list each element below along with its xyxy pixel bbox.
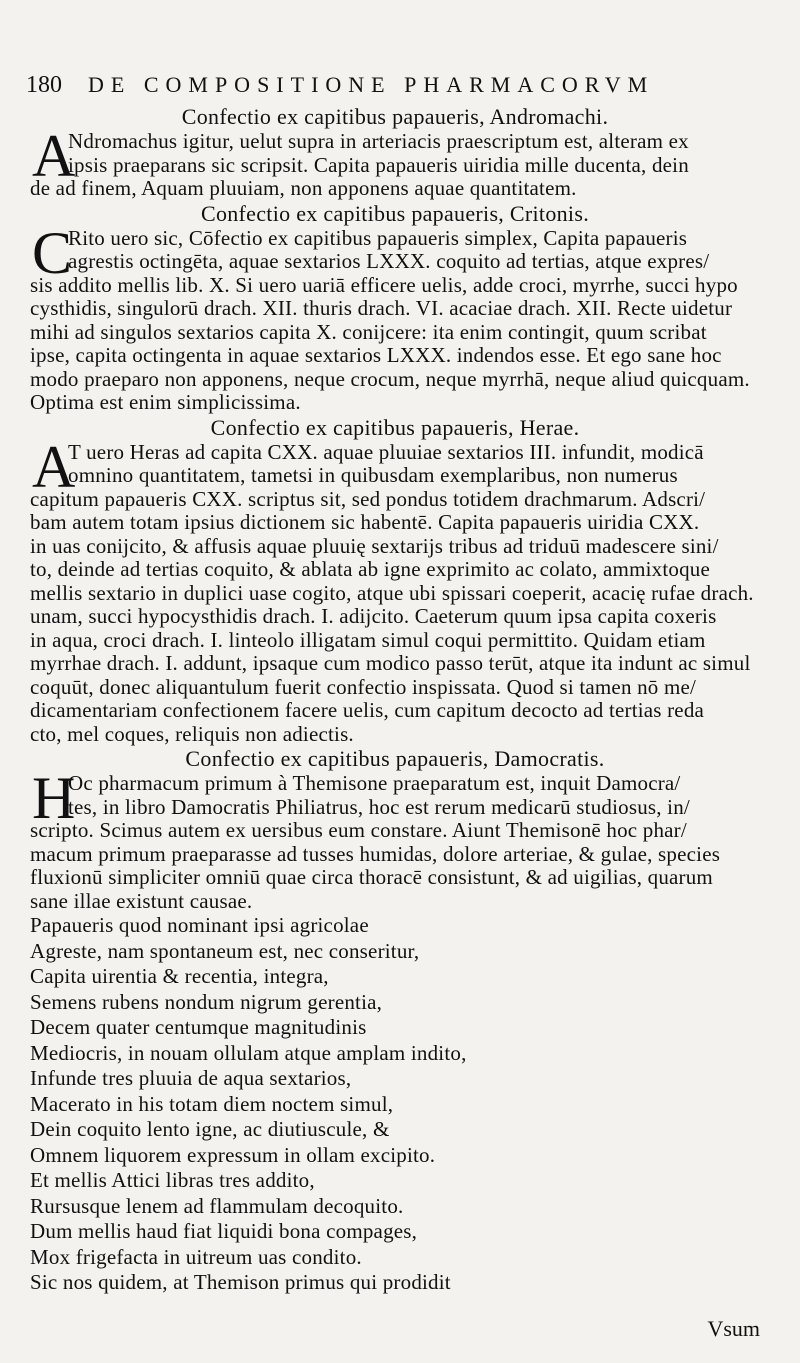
- verse-line: Omnem liquorem expressum in ollam excipito.: [30, 1142, 436, 1167]
- paragraph: [30, 219, 760, 415]
- verse-line: Macerato in his totam diem noctem simul,: [30, 1091, 394, 1116]
- section-heading: Confectio ex capitibus papaueris, Andromachi.: [181, 104, 609, 129]
- drop-capital: A: [32, 123, 76, 189]
- text-line: capitum papaueris CXX. scriptus sit, sed pondus totidem drachmarum. Adscri/: [30, 487, 706, 511]
- verse-line: Dum mellis haud fiat liquidi bona compages,: [30, 1219, 418, 1243]
- verse-line: Rursusque lenem ad flammulam decoquito.: [30, 1193, 404, 1218]
- page-header: [26, 68, 766, 104]
- text-line: unam, succi hypocysthidis drach. I. adijcito. Caeterum quum ipsa capita coxeris: [30, 605, 717, 628]
- text-line: coquūt, donec aliquantulum fuerit confectio inspissata. Quod si tamen nō me/: [30, 675, 697, 699]
- text-line: bam autem totam ipsius dictionem sic habentē. Capita papaueris uiridia CXX.: [30, 511, 700, 534]
- text-line: cto, mel coques, reliquis non adiectis.: [30, 722, 354, 746]
- body-text: [30, 104, 760, 1296]
- verse-line: Infunde tres pluuia de aqua sextarios,: [30, 1066, 352, 1090]
- verse-line: Sic nos quidem, at Themison primus qui prodidit: [30, 1270, 451, 1294]
- text-line: T uero Heras ad capita CXX. aquae pluuiae sextarios III. infundit, modicā: [68, 440, 704, 464]
- paragraph: [30, 433, 760, 747]
- verse-line: Agreste, nam spontaneum est, nec conseritur,: [30, 938, 420, 963]
- section-critonis: [30, 201, 760, 415]
- text-line: tes, in libro Damocratis Philiatrus, hoc est rerum medicarū studiosus, in/: [68, 795, 690, 819]
- section-herae: [30, 415, 760, 747]
- section-heading: Confectio ex capitibus papaueris, Critonis.: [200, 200, 590, 226]
- text-line: cysthidis, singulorū drach. XII. thuris drach. VI. acaciae drach. XII. Recte uidetur: [30, 297, 733, 320]
- running-head: DE COMPOSITIONE PHARMACORVM: [88, 72, 655, 97]
- verse-line: Semens rubens nondum nigrum gerentia,: [30, 989, 383, 1014]
- paragraph: [30, 765, 760, 913]
- drop-capital: C: [32, 219, 73, 286]
- text-line: omnino quantitatem, tametsi in quibusdam exemplaribus, non numerus: [68, 464, 678, 487]
- text-line: agrestis octingēta, aquae sextarios LXXX. coquito ad tertias, atque expres/: [68, 250, 710, 273]
- page-number: 180: [26, 72, 62, 98]
- section-andromachi: [30, 104, 760, 201]
- verse-line: Mox frigefacta in uitreum uas condito.: [30, 1244, 362, 1269]
- text-line: ipsis praeparans sic scripsit. Capita papaueris uiridia mille ducenta, dein: [68, 153, 689, 177]
- text-line: de ad finem, Aquam pluuiam, non apponens aquae quantitatem.: [30, 177, 577, 200]
- text-line: to, deinde ad tertias coquito, & ablata ab igne exprimito ac colato, ammixtoque: [30, 558, 711, 581]
- verse-line: Decem quater centumque magnitudinis: [30, 1015, 367, 1039]
- text-line: scripto. Scimus autem ex uersibus eum constare. Aiunt Themisonē hoc phar/: [30, 819, 687, 842]
- text-line: Rito uero sic, Cōfectio ex capitibus papaueris simplex, Capita papaueris: [68, 226, 688, 250]
- section-damocratis: [30, 746, 760, 913]
- verse-line: Capita uirentia & recentia, integra,: [30, 964, 329, 988]
- text-line: Ndromachus igitur, uelut supra in arteriacis praescriptum est, alteram ex: [68, 130, 689, 153]
- text-line: mihi ad singulos sextarios capita X. conijcere: ita enim contingit, quum scribat: [30, 320, 707, 344]
- text-line: sane illae existunt causae.: [30, 889, 253, 913]
- drop-capital: H: [32, 765, 76, 831]
- text-line: myrrhae drach. I. addunt, ipsaque cum modico passo terūt, atque ita indunt ac simul: [30, 652, 751, 675]
- text-line: dicamentariam confectionem facere uelis, cum capitum decocto ad tertias reda: [30, 699, 705, 722]
- text-line: macum primum praeparasse ad tusses humidas, dolore arteriae, & gulae, species: [30, 842, 721, 866]
- text-line: in uas conijcito, & affusis aquae pluuię sextarijs tribus ad triduū madescere sini/: [30, 534, 719, 558]
- text-line: sis addito mellis lib. X. Si uero uariā efficere uelis, adde croci, myrrhe, succi hypo: [30, 273, 738, 297]
- verse-line: Papaueris quod nominant ipsi agricolae: [30, 913, 369, 937]
- text-line: modo praeparo non apponens, neque crocum, neque myrrhā, neque aliud quicquam.: [30, 367, 750, 391]
- text-line: ipse, capita octingenta in aquae sextarios LXXX. indendos esse. Et ego sane hoc: [30, 344, 722, 367]
- paragraph: [30, 123, 760, 201]
- verse-line: Dein coquito lento igne, ac diutiuscule, &: [30, 1117, 390, 1141]
- verse-block: [30, 913, 760, 1296]
- verse-line: Mediocris, in nouam ollulam atque amplam indito,: [30, 1040, 467, 1065]
- text-line: mellis sextario in duplici uase cogito, atque ubi spissari coeperit, acacię rufae drach.: [30, 581, 754, 605]
- drop-capital: A: [32, 433, 76, 500]
- catchword: Vsum: [707, 1316, 760, 1341]
- text-line: in aqua, croci drach. I. linteolo illigatam simul coqui permittito. Quidam etiam: [30, 628, 706, 652]
- text-line: fluxionū simpliciter omniū quae circa thoracē consistunt, & ad uigilias, quarum: [30, 866, 713, 889]
- text-line: Optima est enim simplicissima.: [30, 391, 301, 414]
- text-line: Oc pharmacum primum à Themisone praeparatum est, inquit Damocra/: [68, 772, 681, 795]
- verse-line: Et mellis Attici libras tres addito,: [30, 1168, 315, 1192]
- section-heading: Confectio ex capitibus papaueris, Damocratis.: [185, 746, 605, 771]
- section-heading: Confectio ex capitibus papaueris, Herae.: [210, 414, 580, 440]
